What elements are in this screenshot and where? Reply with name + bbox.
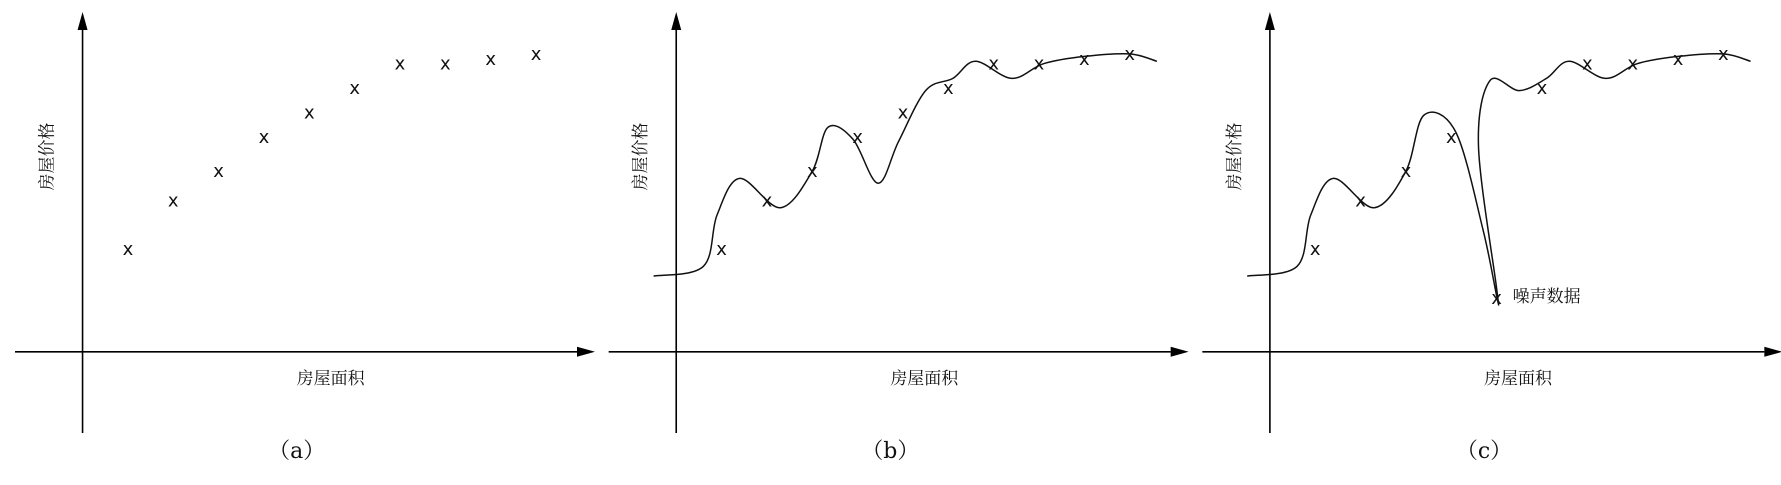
- fitted-curve: [654, 54, 1157, 276]
- data-point: x: [485, 48, 497, 70]
- data-point: x: [897, 102, 909, 124]
- data-point: x: [349, 78, 360, 100]
- chart-panel-c: [1202, 12, 1781, 464]
- x-axis-arrow: [1764, 347, 1781, 357]
- chart-panel-a: [15, 12, 595, 464]
- chart-panel-b: [609, 12, 1189, 464]
- data-point: x: [942, 78, 954, 100]
- data-point: x: [258, 126, 270, 148]
- data-point: x: [213, 161, 224, 183]
- data-point: x: [1079, 48, 1090, 70]
- fitted-curve: [1247, 54, 1750, 308]
- data-point: x: [1309, 239, 1321, 261]
- data-point: x: [303, 102, 315, 124]
- panel-label: （b）: [861, 439, 920, 464]
- data-point: x: [806, 161, 818, 183]
- y-axis-title: 房屋价格: [631, 122, 652, 191]
- data-point: x: [761, 190, 773, 212]
- data-point: x: [1400, 161, 1412, 183]
- x-axis-arrow: [577, 347, 595, 357]
- data-point: x: [122, 239, 134, 261]
- data-point: x: [716, 239, 727, 261]
- y-axis-arrow: [671, 12, 681, 30]
- data-point: x: [1627, 53, 1639, 75]
- data-point: x: [1033, 53, 1045, 75]
- panel-label: （a）: [268, 439, 326, 464]
- y-axis-title: 房屋价格: [1224, 122, 1245, 191]
- panel-label: （c）: [1455, 439, 1513, 464]
- data-point: x: [440, 53, 451, 75]
- data-point: x: [1124, 43, 1136, 65]
- x-axis-arrow: [1171, 347, 1189, 357]
- y-axis-arrow: [78, 12, 88, 30]
- data-point: x: [1672, 48, 1684, 70]
- data-point: x: [1355, 190, 1366, 212]
- data-point: x: [1445, 126, 1457, 148]
- data-point: x: [1536, 78, 1548, 100]
- data-point: x: [1582, 53, 1593, 75]
- x-axis-title: 房屋面积: [296, 368, 365, 389]
- data-point: x: [988, 53, 999, 75]
- x-axis-title: 房屋面积: [890, 368, 959, 389]
- data-point: x: [394, 53, 406, 75]
- noise-annotation: 噪声数据: [1512, 287, 1581, 308]
- data-point: x: [1718, 43, 1729, 65]
- y-axis-title: 房屋价格: [37, 122, 58, 191]
- data-point: x: [167, 190, 179, 212]
- data-point: x: [530, 43, 542, 65]
- x-axis-title: 房屋面积: [1483, 368, 1552, 389]
- data-point: x: [1491, 288, 1502, 310]
- y-axis-arrow: [1265, 12, 1275, 30]
- data-point: x: [852, 126, 863, 148]
